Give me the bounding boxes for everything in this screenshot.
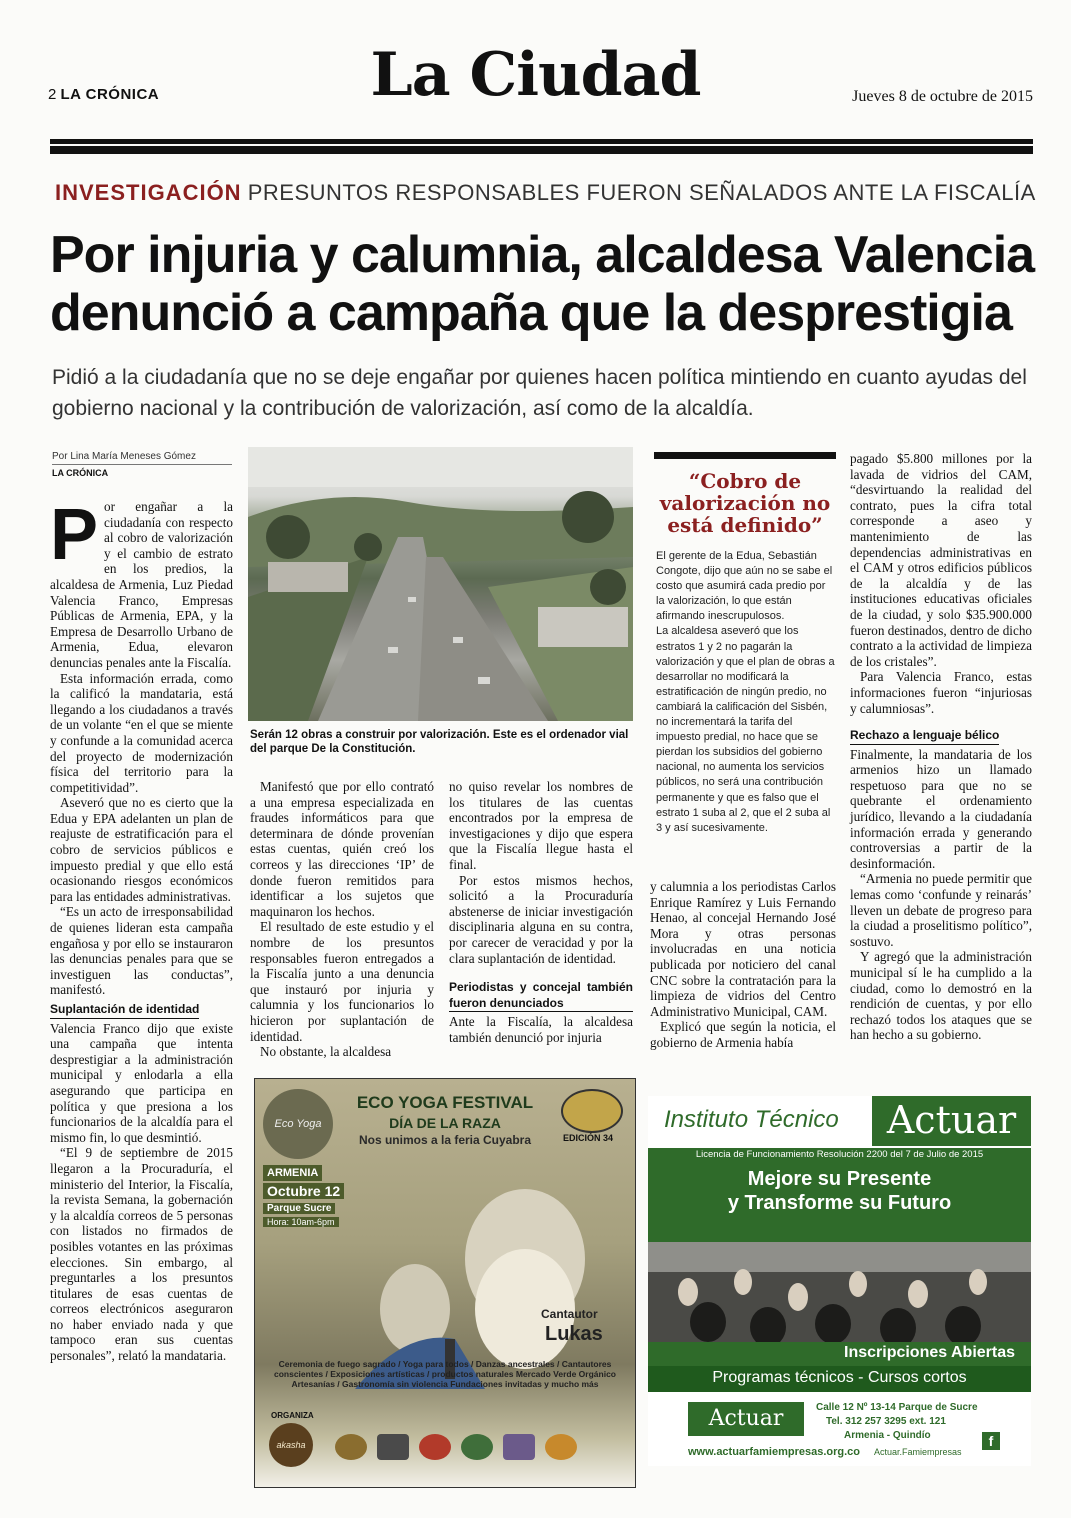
subhead-rechazo: Rechazo a lenguaje bélico bbox=[850, 728, 999, 745]
actuar-slogan-2: y Transforme su Futuro bbox=[727, 1192, 952, 1214]
deck: Pidió a la ciudadanía que no se deje engañar por quienes hacen política mintiendo en cuanto ayudas del gobierno nacional y la contribución de valorización, así como de la alcaldía. bbox=[52, 366, 1027, 420]
byline-rule bbox=[52, 464, 232, 465]
column-1 bbox=[50, 495, 233, 1364]
col2-paragraph: No obstante, la alcaldesa bbox=[260, 1044, 392, 1060]
col4-paragraph: Explicó que según la noticia, el gobierno de Armenia había bbox=[650, 1019, 836, 1050]
col1-paragraph: “Es un acto de irresponsabilidad de quienes lideran esta campaña engañosa y por ello se instauraron las denuncias penales para que se investiguen las conductas”, manifestó. bbox=[50, 904, 233, 998]
subhead-suplantacion: Suplantación de identidad bbox=[50, 1002, 199, 1019]
ad-eco-yoga[interactable] bbox=[254, 1078, 636, 1488]
col5-paragraph: Para Valencia Franco, estas informaciones fueron “injuriosas y calumniosas”. bbox=[850, 669, 1032, 716]
col1-paragraph: “El 9 de septiembre de 2015 llegaron a la Procuraduría, el ministerio del Interior, la Fiscalía, la revista Semana, la gobernación y la alcaldía correos de 5 personas con listados no firmados de posibles votantes en las próximas elecciones. Sin embargo, al preguntarles a los presuntos titulares de esas cuentas de correos electrónicos aseguraron no haber enviado nada y que tampoco eran sus cuentas personales”, relató la mandataria. bbox=[50, 1145, 233, 1364]
col5-paragraph: Y agregó que la administración municipal sí le ha cumplido a la ciudad, como lo demostró en la rendición de cuentas, y por ello rechazó todos los ataques que se han hecho a su gobierno. bbox=[850, 949, 1032, 1043]
festival-emblem-icon bbox=[561, 1089, 623, 1133]
ecoyoga-logo: Eco Yoga bbox=[263, 1089, 333, 1159]
paper-name: LA CRÓNICA bbox=[60, 86, 160, 103]
column-2 bbox=[250, 779, 434, 1060]
column-4 bbox=[650, 879, 836, 1051]
drop-cap: P bbox=[50, 495, 99, 575]
col5-paragraph: pagado $5.800 millones por la lavada de vidrios del CAM, “desvirtuando la realidad del contrato, pues la cifra total corresponde a aseo y mantenimiento de las dependencias administrativas en el CAM y otros edificios públicos de la alcaldía y de las instituciones educativas oficiales de la ciudad, y solo $35.900.000 fueron destinados, dentro de dicho contrato a la actividad de limpieza de los cristales”. bbox=[850, 451, 1033, 669]
students-photo bbox=[648, 1242, 1031, 1342]
col5-paragraph: “Armenia no puede permitir que lemas como ‘confunde y reinarás’ lleven un debate de progreso para la ciudad a proselitismo político”, sostuvo. bbox=[850, 871, 1032, 949]
kicker bbox=[55, 180, 1036, 206]
street-photo bbox=[248, 447, 633, 721]
sponsor-logo-icon bbox=[335, 1434, 367, 1460]
byline-author: Por Lina María Meneses Gómez bbox=[52, 451, 196, 462]
quote-title: “Cobro de valorización no está definido” bbox=[659, 469, 831, 537]
col3-paragraph: no quiso revelar los nombres de los titulares de las cuentas encontrados por la empresa de investigaciones y dijo que espera que la Fiscalía llegue hasta el final. bbox=[449, 779, 633, 872]
ad-yoga-organiza: ORGANIZA bbox=[271, 1411, 314, 1420]
ad-yoga-artist-label: Cantautor bbox=[541, 1307, 598, 1321]
actuar-footer-logo: Actuar bbox=[688, 1402, 804, 1436]
actuar-slogan-1: Mejore su Presente bbox=[747, 1168, 932, 1190]
actuar-programs: Programas técnicos - Cursos cortos bbox=[712, 1369, 967, 1386]
col2-paragraph: Manifestó que por ello contrató a una empresa especializada en fraudes informáticos para que determinara de dónde provenían estas cuentas, quién creó los correos y las direcciones ‘IP’ de donde fueron remitidos para identificar a los sujetos que maquinaron los hechos. bbox=[250, 779, 434, 919]
headline: Por injuria y calumnia, alcaldesa Valencia denunció a campaña que la desprestigia bbox=[50, 226, 1035, 342]
ad-yoga-artist: Lukas bbox=[545, 1323, 603, 1345]
col2-paragraph: El resultado de este estudio y el nombre de los presuntos responsables fueron entregados a la Fiscalía junto a una denuncia que instauró por injuria y calumnia y los funcionarios lo hicieron por suplantación de identidad. bbox=[250, 919, 434, 1044]
ad-actuar[interactable] bbox=[648, 1096, 1031, 1466]
page-number: 2 LA CRÓNICA bbox=[48, 86, 160, 103]
issue-date: Jueves 8 de octubre de 2015 bbox=[852, 88, 1033, 105]
ad-yoga-city: ARMENIA bbox=[263, 1165, 322, 1181]
kicker-text: PRESUNTOS RESPONSABLES FUERON SEÑALADOS ANTE LA FISCALÍA bbox=[247, 180, 1036, 205]
quote-paragraph: La alcaldesa aseveró que los estratos 1 y 2 no pagarán la valorización y que el plan de obras a desarrollar no modificará la estratificación de ningún predio, no cambiará la calificación del Sisbén, no incrementará la tarifa del impuesto predial, no hace que se pierdan los subsidios del gobierno nacional, no aumenta los servicios públicos, no será una contribución permanente y que es falso que el estrato 1 suba al 2, que el 2 suba al 3 y así sucesivamente. bbox=[656, 625, 835, 834]
section-title: La Ciudad bbox=[370, 40, 701, 110]
quote-rule bbox=[654, 452, 836, 459]
masthead-rule-thick bbox=[50, 146, 1033, 154]
actuar-address: Calle 12 Nº 13-14 Parque de Sucre bbox=[816, 1402, 978, 1413]
ad-yoga-edition: EDICIÓN 34 bbox=[563, 1133, 614, 1143]
ad-yoga-details: Ceremonia de fuego sagrado / Yoga para todos / Danzas ancestrales / Cantautores conscientes / Exposiciones artísticas / productos naturales Mercado Verde Orgánico Artesanías / Gastronomía sin violencia Fundaciones invitadas y mucho más bbox=[273, 1359, 616, 1389]
col3-paragraph: Ante la Fiscalía, la alcaldesa también denunció por injuria bbox=[449, 1014, 633, 1045]
sponsor-logos bbox=[335, 1427, 625, 1467]
sponsor-logo-icon bbox=[503, 1434, 535, 1460]
actuar-brand: Actuar bbox=[886, 1098, 1017, 1142]
col1-paragraph: or engañar a la ciudadanía con respecto al cobro de valorización y el cambio de estrato en los predios, la alcaldesa de Armenia, Luz Piedad Valencia Franco, Empresas Públicas de Armenia, EPA, y la Empresa de Desarrollo Urbano de Armenia, Edua, elevaron denuncias penales ante la Fiscalía. bbox=[50, 499, 233, 670]
road-illustration bbox=[248, 447, 633, 721]
quote-body bbox=[656, 549, 836, 836]
actuar-banner: Inscripciones Abiertas bbox=[844, 1344, 1016, 1361]
col5-paragraph: Finalmente, la mandataria de los armenios hizo un llamado respetuoso para que no se quebrante el ordenamiento jurídico, llevando a la ciudadanía información errada y generando controversias a partir de la desinformación. bbox=[850, 746, 1032, 871]
sponsor-logo-icon bbox=[419, 1434, 451, 1460]
ad-yoga-subtitle: DÍA DE LA RAZA bbox=[389, 1115, 501, 1131]
actuar-social-link[interactable]: Actuar.Famiempresas bbox=[874, 1447, 962, 1457]
quote-paragraph: El gerente de la Edua, Sebastián Congote, dijo que aún no se sabe el costo que asumirá cada predio por la valorización, lo que están afirmando inescrupulosos. bbox=[656, 550, 833, 623]
facebook-icon[interactable]: f bbox=[982, 1432, 1000, 1450]
ad-yoga-date: Octubre 12 bbox=[263, 1183, 344, 1199]
actuar-prefix: Instituto Técnico bbox=[664, 1106, 839, 1133]
actuar-city: Armenia - Quindío bbox=[844, 1430, 931, 1441]
column-5 bbox=[850, 451, 1032, 1043]
column-3 bbox=[449, 779, 633, 1046]
col1-paragraph: Aseveró que no es cierto que la Edua y EPA adelanten un plan de reajuste de estratificación para el cobro de servicios públicos e impuesto predial y que ello está ocasionando riesgos económicos para las entidades administrativas. bbox=[50, 795, 233, 904]
kicker-label: INVESTIGACIÓN bbox=[55, 180, 242, 205]
photo-caption: Serán 12 obras a construir por valorización. Este es el ordenador vial del parque De la Constitución. bbox=[250, 729, 629, 755]
col3-paragraph: Por estos mismos hechos, solicitó a la Procuraduría abstenerse de iniciar investigación disciplinaria alguna en su contra, por carecer de veracidad y por la clara suplantación de identidad. bbox=[449, 872, 633, 966]
ad-yoga-title: ECO YOGA FESTIVAL bbox=[356, 1093, 534, 1112]
byline-outlet: LA CRÓNICA bbox=[52, 468, 109, 478]
sponsor-logo-icon bbox=[461, 1434, 493, 1460]
col1-paragraph: Valencia Franco dijo que existe una campaña que intenta desprestigiar a la administración municipal y enlodarla a ella asegurando que participa en política y que presiona a los funcionarios de la alcaldía para el mismo fin, lo que desmintió. bbox=[50, 1020, 233, 1145]
actuar-phone: Tel. 312 257 3295 ext. 121 bbox=[826, 1416, 946, 1427]
sponsor-logo-icon bbox=[377, 1434, 409, 1460]
col1-paragraph: Esta información errada, como la calificó la mandataria, está llegando a los ciudadanos a través de un volante “en el que se miente y confunde a la comunidad acerca del proyecto de modernización física del territorio para la competitividad”. bbox=[50, 670, 233, 795]
ad-yoga-hours: Hora: 10am-6pm bbox=[263, 1217, 339, 1227]
actuar-license: Licencia de Funcionamiento Resolución 2200 del 7 de Julio de 2015 bbox=[695, 1149, 984, 1160]
subhead-periodistas: Periodistas y concejal también fueron denunciados bbox=[449, 980, 633, 1012]
sponsor-logo-icon bbox=[545, 1434, 577, 1460]
col4-paragraph: y calumnia a los periodistas Carlos Enrique Ramírez y Luis Fernando Henao, al concejal Hernando José Mora y otras personas involucradas en una noticia publicada por noticiero del canal CNC sobre la contratación para la limpieza de vidrios del Centro Administrativo Municipal, CAM. bbox=[650, 879, 836, 1019]
ad-yoga-tagline: Nos unimos a la feria Cuyabra bbox=[358, 1133, 532, 1147]
akasha-logo: akasha bbox=[269, 1423, 313, 1467]
actuar-web-link[interactable]: www.actuarfamiempresas.org.co bbox=[688, 1446, 860, 1458]
masthead-rule bbox=[50, 139, 1033, 144]
ad-yoga-place: Parque Sucre bbox=[263, 1203, 335, 1214]
